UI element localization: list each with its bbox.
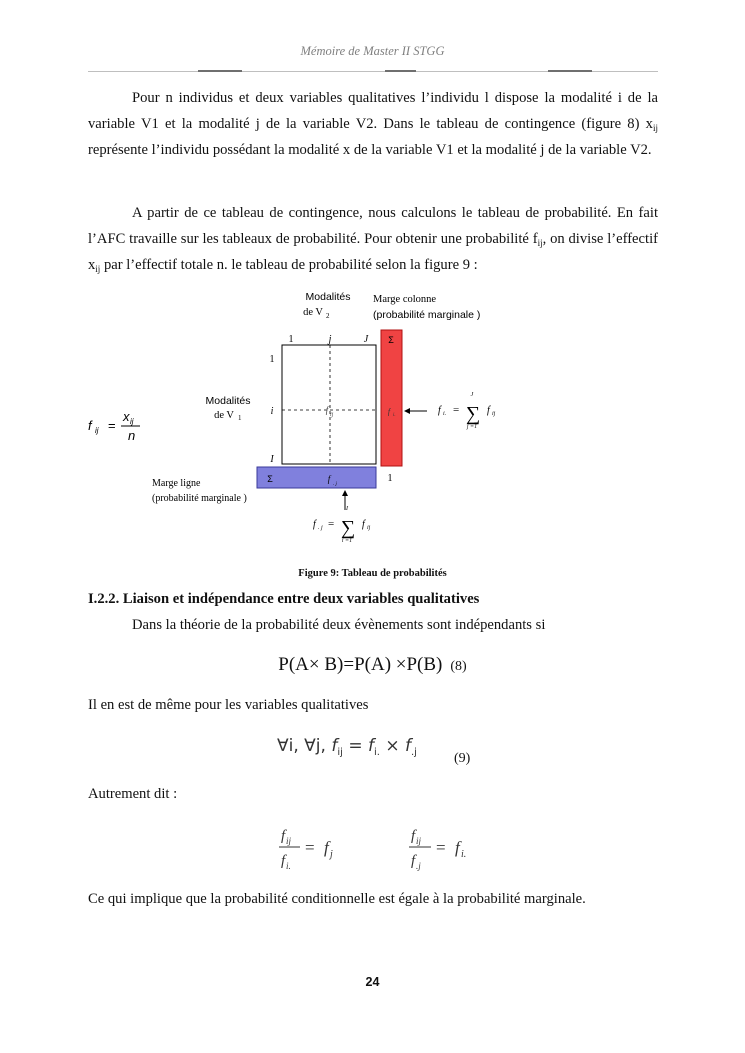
left-formula-num: x: [123, 409, 130, 424]
label-marge-ligne: Marge ligne: [152, 478, 201, 489]
col-sum-lhs: f: [313, 519, 316, 530]
eq9-times: ×: [385, 736, 400, 756]
row-header-i: i: [270, 406, 274, 417]
column-margin-sigma: Σ: [388, 335, 394, 345]
label-prob-marginale-col: (probabilité marginale ): [373, 309, 481, 321]
paragraph-2-text: A partir de ce tableau de contingence, nous calculons le tableau de probabilité. En fait l’AFC travaille sur les tableaux de probabilité. Pour obtenir une probabilité f: [88, 205, 658, 247]
forall-i: ∀i,: [277, 736, 299, 756]
equation-9-number: (9): [454, 751, 471, 766]
label-prob-marginale-ligne: (probabilité marginale ): [152, 493, 247, 504]
frac-b-rhs: f: [455, 838, 460, 857]
conclusion-line: Ce qui implique que la probabilité conditionnelle est égale à la probabilité marginale.: [88, 891, 586, 907]
contingency-table-frame: [282, 345, 376, 464]
frac-b-rhs-sub: i.: [461, 849, 467, 860]
equation-8-text: P(A× B)=P(A) ×P(B): [278, 654, 443, 675]
paragraph-2-text: , on divise l’effectif x: [88, 231, 658, 273]
frac-a-rhs-sub: j: [330, 849, 333, 860]
paragraph-2-text: par l’effectif totale n. le tableau de probabilité selon la figure 9 :: [100, 257, 478, 273]
paragraph-1-text: représente l’individu possédant la modalité x de la variable V1 et la modalité j de la variable V2.: [88, 142, 652, 158]
frac-a-num: f: [281, 828, 286, 844]
arrowhead: [342, 490, 348, 496]
column-margin-fi-dot: f: [387, 407, 391, 416]
section-title: I.2.2. Liaison et indépendance entre deux variables qualitatives: [88, 591, 480, 607]
label-v1-sub: 1: [238, 414, 242, 422]
conditional-probability-equations: [270, 818, 480, 880]
left-formula-eq: =: [108, 418, 116, 433]
row-sum-sigma: ∑: [465, 403, 481, 425]
equation-8-number: (8): [450, 659, 467, 674]
column-margin-fi-dot-sub: i.: [393, 413, 396, 418]
frac-a-eq: =: [305, 838, 315, 857]
subscript: ij: [95, 264, 101, 274]
row-sum-lhs-sub: i.: [443, 411, 447, 417]
page-number: 24: [365, 975, 380, 989]
autrement-line: Autrement dit :: [88, 786, 178, 802]
column-margin-bar: [381, 330, 402, 466]
eq9-lhs: f: [331, 736, 338, 756]
row-sum-eq: =: [453, 404, 460, 416]
row-margin-f-dot-j-sub: . j: [333, 482, 337, 487]
col-sum-term: f: [362, 519, 365, 530]
eq9-equals: =: [348, 736, 363, 756]
col-sum-sigma: ∑: [340, 517, 356, 539]
arrowhead: [404, 408, 410, 414]
left-formula-sub: ij: [95, 426, 99, 435]
frac-a-num-sub: ij: [286, 836, 292, 846]
frac-a-rhs: f: [324, 838, 329, 857]
eq9-r2: f: [405, 736, 411, 756]
col-header-J: J: [363, 334, 369, 345]
label-de-v1: de V: [214, 410, 234, 421]
paragraph-1-text: Pour n individus et deux variables qualitatives l’individu l dispose la modalité i de la variable V1 et la modalité j de la variable V2. Dans le tableau de contingence (figure 8) x: [88, 90, 658, 132]
figure-caption: Figure 9: Tableau de probabilités: [298, 568, 447, 579]
left-formula-num-sub: ij: [130, 417, 134, 426]
row-header-I: I: [270, 454, 274, 465]
row-margin-bar: [257, 467, 376, 488]
row-sum-upper: J: [470, 392, 474, 398]
col-sum-upper: I: [346, 506, 348, 512]
row-header-1: 1: [269, 354, 275, 365]
frac-b-den: f: [411, 853, 416, 869]
forall-j: ∀j,: [304, 736, 326, 756]
row-sum-term: f: [487, 405, 490, 416]
col-sum-eq: =: [328, 518, 335, 530]
left-formula-den: n: [128, 428, 136, 443]
label-modalites-v2: Modalités: [305, 291, 351, 303]
eq9-lhs-sub: ij: [337, 747, 343, 758]
row-sum-lower: j =1: [466, 424, 478, 430]
equation-9: [277, 736, 417, 756]
eq9-r1: f: [367, 736, 374, 756]
subscript: ij: [652, 123, 658, 133]
frac-b-den-sub: .j: [416, 861, 421, 871]
col-header-1: 1: [288, 334, 294, 345]
page-header: Mémoire de Master II STGG: [300, 44, 445, 58]
equation-8: [0, 654, 745, 676]
col-sum-term-sub: ij: [367, 525, 371, 531]
row-margin-f-dot-j: f: [327, 474, 331, 484]
col-sum-lhs-sub: . j: [318, 525, 323, 531]
label-modalites-v1: Modalités: [205, 395, 251, 407]
row-sum-lhs: f: [438, 405, 441, 416]
theory-line: Dans la théorie de la probabilité deux évènements sont indépendants si: [132, 617, 546, 633]
frac-a-den: f: [281, 853, 286, 869]
left-formula-f: f: [88, 418, 92, 433]
row-sum-term-sub: ij: [492, 411, 496, 417]
subscript: ij: [537, 238, 543, 248]
eq9-r2-sub: .j: [411, 747, 417, 758]
label-marge-colonne: Marge colonne: [373, 294, 437, 305]
label-de-v2: de V: [303, 307, 323, 318]
frac-b-num-sub: ij: [416, 836, 422, 846]
eq9-r1-sub: i.: [373, 747, 380, 758]
row-margin-sigma: Σ: [267, 474, 273, 484]
frac-a-den-sub: i.: [286, 861, 291, 871]
row-margin-one: 1: [387, 473, 393, 484]
frac-b-num: f: [411, 828, 416, 844]
same-line: Il en est de même pour les variables qualitatives: [88, 697, 369, 713]
frac-b-eq: =: [436, 838, 446, 857]
col-sum-lower: i =1: [341, 538, 353, 544]
cell-fij-sub: ij: [330, 412, 334, 418]
col-header-j: j: [328, 334, 332, 345]
cell-fij: f: [325, 405, 329, 415]
label-v2-sub: 2: [326, 312, 330, 320]
